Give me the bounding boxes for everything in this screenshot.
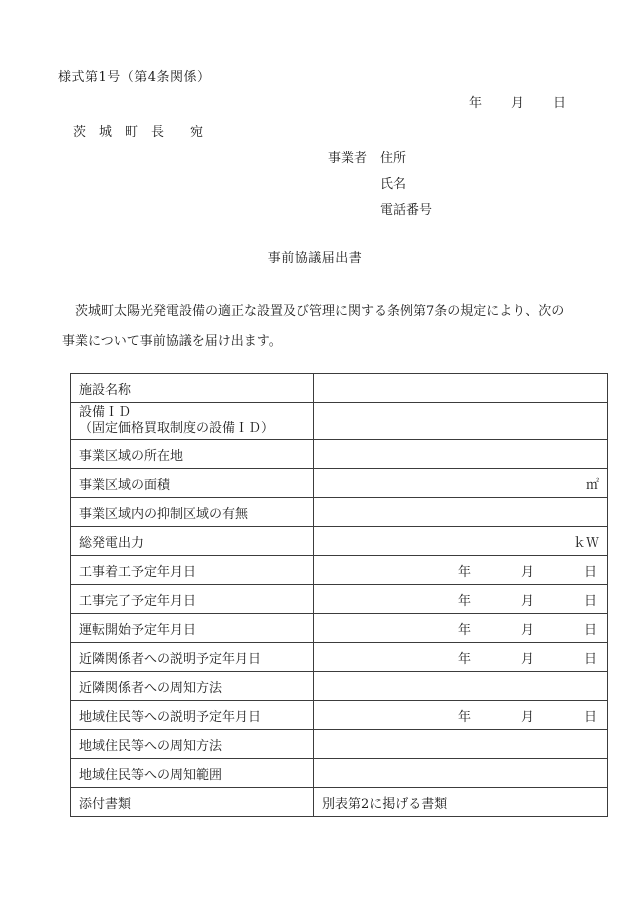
body-paragraph	[62, 297, 564, 357]
row-value-cell: ｋＷ	[314, 527, 608, 556]
table-row	[71, 527, 608, 556]
row-label-cell: 地域住民等への周知方法	[71, 730, 314, 759]
date-unit-label: 月	[520, 651, 534, 667]
date-unit-label: 月	[520, 564, 534, 580]
addressee: 茨 城 町 長 宛	[73, 125, 204, 140]
date-unit-label: 日	[583, 593, 597, 609]
date-placeholder	[322, 561, 599, 580]
row-label-cell: 総発電出力	[71, 527, 314, 556]
row-label-cell: 地域住民等への周知範囲	[71, 759, 314, 788]
row-value-cell	[314, 498, 608, 527]
applicant-field: 氏名	[380, 177, 407, 192]
table-row	[71, 556, 608, 585]
date-unit-label: 年	[457, 651, 471, 667]
row-label-cell: 地域住民等への説明予定年月日	[71, 701, 314, 730]
row-label-cell: 運転開始予定年月日	[71, 614, 314, 643]
row-value-cell	[314, 701, 608, 730]
applicant-fields	[380, 146, 432, 224]
row-label-cell: 施設名称	[71, 374, 314, 403]
date-unit-label: 年	[457, 622, 471, 638]
table-row	[71, 440, 608, 469]
row-label-cell: 近隣関係者への説明予定年月日	[71, 643, 314, 672]
table-row	[71, 672, 608, 701]
date-placeholder	[322, 648, 599, 667]
date-unit-label: 日	[583, 709, 597, 725]
date-line	[469, 92, 566, 111]
date-unit-label: 月	[520, 709, 534, 725]
date-unit-label: 月	[510, 96, 524, 111]
table-row	[71, 374, 608, 403]
table-row	[71, 403, 608, 440]
table-row	[71, 614, 608, 643]
row-label-cell: 事業区域の所在地	[71, 440, 314, 469]
form-number: 様式第1号（第4条関係）	[58, 70, 211, 85]
date-unit-label: 年	[457, 709, 471, 725]
body-line: 茨城町太陽光発電設備の適正な設置及び管理に関する条例第7条の規定により、次の	[62, 304, 565, 319]
row-value-cell	[314, 403, 608, 440]
row-value-cell	[314, 556, 608, 585]
table-row	[71, 701, 608, 730]
date-unit-label: 年	[468, 96, 482, 111]
applicant-field: 電話番号	[380, 203, 433, 218]
row-value-cell	[314, 585, 608, 614]
row-value-cell	[314, 643, 608, 672]
table-row	[71, 469, 608, 498]
row-value-cell: 別表第2に掲げる書類	[314, 788, 608, 817]
body-line: 事業について事前協議を届け出ます。	[62, 334, 282, 349]
date-unit-label: 年	[457, 593, 471, 609]
row-value-cell	[314, 614, 608, 643]
date-unit-label: 年	[457, 564, 471, 580]
row-label-cell	[71, 403, 314, 440]
table-row	[71, 498, 608, 527]
date-placeholder	[322, 590, 599, 609]
page-title: 事前協議届出書	[267, 251, 363, 266]
date-placeholder	[322, 619, 599, 638]
row-value-cell	[314, 374, 608, 403]
row-value-cell: ㎡	[314, 469, 608, 498]
table-row	[71, 585, 608, 614]
applicant-field: 住所	[380, 151, 407, 166]
table-row	[71, 730, 608, 759]
date-unit-label: 日	[583, 622, 597, 638]
date-placeholder	[322, 706, 599, 725]
row-label-cell: 工事着工予定年月日	[71, 556, 314, 585]
row-label-cell: 事業区域の面積	[71, 469, 314, 498]
table-row	[71, 759, 608, 788]
row-label-cell: 事業区域内の抑制区域の有無	[71, 498, 314, 527]
form-table-body	[71, 374, 608, 817]
table-row	[71, 788, 608, 817]
row-label-cell: 近隣関係者への周知方法	[71, 672, 314, 701]
date-unit-label: 日	[583, 651, 597, 667]
row-value-cell	[314, 440, 608, 469]
row-label-line: （固定価格買取制度の設備ＩＤ）	[79, 421, 275, 436]
applicant-block	[328, 146, 432, 224]
date-unit-label: 日	[583, 564, 597, 580]
row-value-cell	[314, 730, 608, 759]
row-label-cell: 添付書類	[71, 788, 314, 817]
row-value-cell	[314, 672, 608, 701]
row-label-cell: 工事完了予定年月日	[71, 585, 314, 614]
row-label-line: 設備ＩＤ	[79, 405, 132, 420]
row-value-cell	[314, 759, 608, 788]
table-row	[71, 643, 608, 672]
applicant-label: 事業者	[328, 151, 368, 166]
date-unit-label: 月	[520, 593, 534, 609]
date-unit-label: 日	[552, 96, 566, 111]
form-table	[70, 373, 608, 817]
date-unit-label: 月	[520, 622, 534, 638]
